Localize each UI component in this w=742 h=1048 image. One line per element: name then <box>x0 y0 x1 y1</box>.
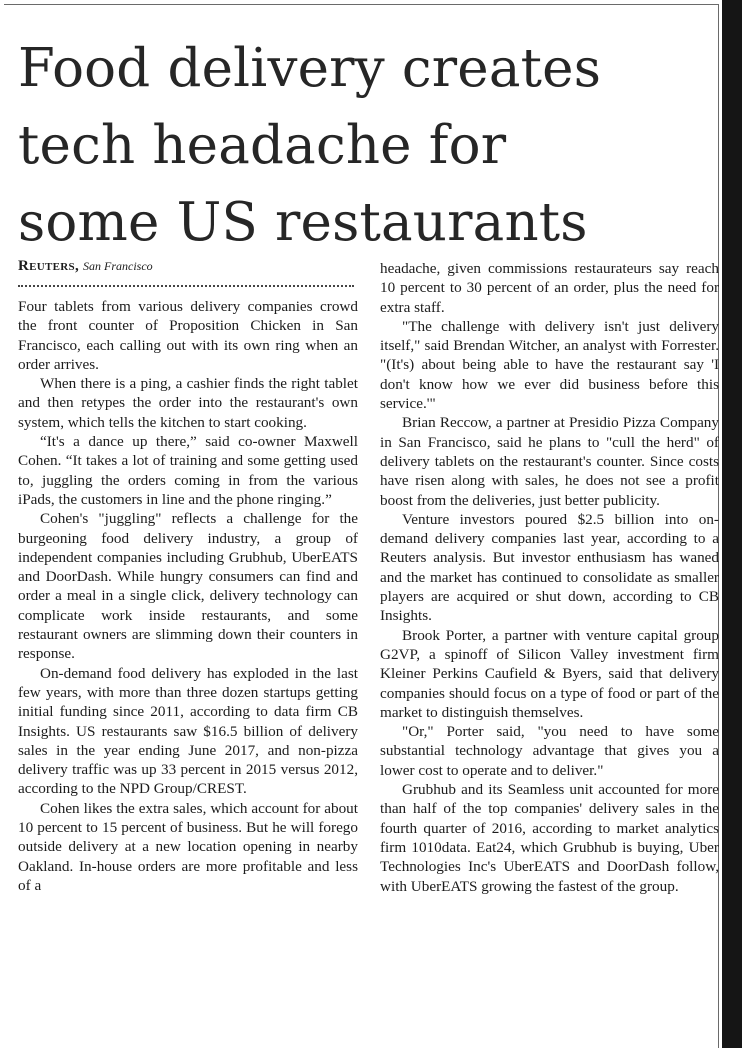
article-column-left <box>18 257 358 895</box>
byline-agency: Reuters, <box>18 258 79 274</box>
paragraph: When there is a ping, a cashier finds the right tablet and then retypes the order into the restaurant's own system, which tells the kitchen to start cooking. <box>18 375 358 431</box>
paragraph: Grubhub and its Seamless unit accounted for more than half of the top companies' delivery sales in the fourth quarter of 2016, according to market analytics firm 1010data. Eat24, which Grubhub is buying, Uber Technologies Inc's UberEATS and DoorDash follow, with UberEATS growing the fastest of the group. <box>380 781 719 895</box>
paragraph: "Or," Porter said, "you need to have some substantial technology advantage that gives you a lower cost to operate and to deliver." <box>380 723 719 779</box>
paragraph: headache, given commissions restaurateurs say reach 10 percent to 30 percent of an order, plus the need for extra staff. <box>380 260 719 316</box>
paragraph: On-demand food delivery has exploded in the last few years, with more than three dozen startups getting initial funding since 2011, according to data firm CB Insights. US restaurants saw $16.5 billion of delivery sales in the year ending June 2017, and non-pizza delivery traffic was up 33 percent in 2015 versus 2012, according to the NPD Group/CREST. <box>18 664 358 798</box>
paragraph: Four tablets from various delivery companies crowd the front counter of Proposition Chicken in San Francisco, each calling out with its own ring when an order arrives. <box>18 298 358 373</box>
paragraph: “It's a dance up there,” said co-owner Maxwell Cohen. “It takes a lot of training and some getting used to, juggling the orders coming in from the various iPads, the customers in line and the phone ringing.” <box>18 433 358 508</box>
page-edge-shadow <box>722 0 742 1048</box>
byline <box>18 257 358 276</box>
paragraph: Brian Reccow, a partner at Presidio Pizza Company in San Francisco, said he plans to "cull the herd" of delivery tablets on the restaurant's counter. Since costs have risen along with sales, he does not see a profit boost from the deliveries, just better publicity. <box>380 414 719 509</box>
top-border <box>4 4 719 5</box>
paragraph: Cohen's "juggling" reflects a challenge for the burgeoning food delivery industry, a group of independent companies including Grubhub, UberEATS and DoorDash. While hungry consumers can find and order a meal in a single click, delivery technology can complicate work inside restaurants, and some restaurant owners are slimming down their counters in response. <box>18 510 358 663</box>
paragraph: Venture investors poured $2.5 billion into on-demand delivery companies last year, according to a Reuters analysis. But investor enthusiasm has waned and the market has continued to consolidate as smaller players are acquired or shut down, according to CB Insights. <box>380 510 719 625</box>
byline-location: San Francisco <box>83 259 153 273</box>
paragraph: "The challenge with delivery isn't just delivery itself," said Brendan Witcher, an analyst with Forrester. "(It's) about being able to have the restaurant say 'I don't know how we ever did business before this service.'" <box>380 317 719 413</box>
article-column-right <box>380 259 719 896</box>
headline-line-3: some US restaurants <box>18 192 588 253</box>
headline-line-2: tech headache for <box>18 115 507 176</box>
article-headline <box>18 30 708 261</box>
paragraph: Cohen likes the extra sales, which account for about 10 percent to 15 percent of business. But he will forego outside delivery at a new location opening in nearby Oakland. In-house orders are more profitable and less of a <box>18 799 358 894</box>
paragraph: Brook Porter, a partner with venture capital group G2VP, a spinoff of Silicon Valley investment firm Kleiner Perkins Caufield & Byers, said that delivery companies should focus on a type of food or part of the market to distinguish themselves. <box>380 626 719 721</box>
headline-line-1: Food delivery creates <box>18 38 602 99</box>
dotted-divider <box>18 285 354 287</box>
